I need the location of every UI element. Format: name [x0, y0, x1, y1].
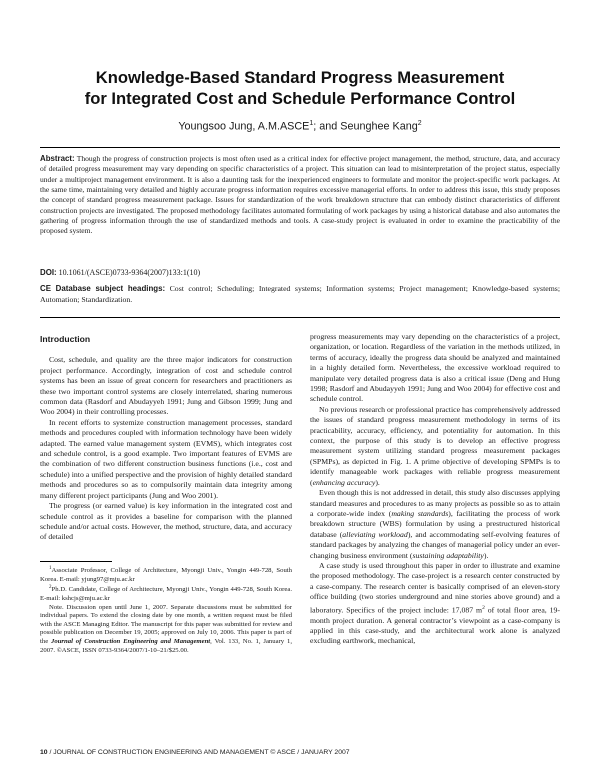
- footnote-1-mark: 1: [49, 565, 52, 571]
- footnote-2-text: Ph.D. Candidate, College of Architecture, Myongji Univ., Yongin 449-728, South Korea. E-mail: kshcjs@mju.ac.kr: [40, 586, 292, 602]
- right-column: [310, 332, 560, 647]
- body-paragraph: No previous research or professional practice has comprehensively addressed the issues of standard progress measurement methodology in terms of its practicability, accuracy, efficiency, and potentiality for automation. In this context, the purpose of this study is to develop an effective progress measurement system utilizing standard progress measurement packages (SPMPs), as depicted in Fig. 1. A prime objective of developing SPMPs is to identify manageable work packages with reliable progress measurement (enhancing accuracy).: [310, 404, 560, 487]
- paper-title-line1: Knowledge-Based Standard Progress Measurement: [95, 68, 505, 87]
- section-heading-introduction: Introduction: [40, 334, 91, 344]
- page-number: 10: [40, 749, 48, 756]
- body-paragraph: In recent efforts to systemize construction management processes, standard methods and procedures coupled with information technology have been widely adapted. The earned value management system (EVMS), which integrates cost and schedule control, is a good example. Two important features of EVMS are the combination of two different construction business functions (i.e., cost and schedule) into a unified perspective and the provision of highly detailed standard methods and procedures so as to compulsorily maintain data integrity among many different project participants (Jung and Woo 2001).: [40, 417, 292, 500]
- doi-label: DOI:: [40, 268, 57, 277]
- body-paragraph: Cost, schedule, and quality are the three major indicators for construction project performance. Accordingly, integration of cost and schedule control systems has been an issue of great concern for researchers and practitioners as these two important control systems are closely interrelated, sharing numerous common data (Rasdorf and Abudayyeh 1991; Jung and Gibson 1999; Jung and Woo 2004) in their controlling processes.: [40, 355, 292, 417]
- footnote-1-text: Associate Professor, College of Architecture, Myongji Univ., Yongin 449-728, South Korea. E-mail: yjung97@mju.ac.kr: [40, 566, 292, 583]
- doi: [40, 268, 560, 277]
- doi-value: 10.1061/(ASCE)0733-9364(2007)133:1(10): [58, 268, 201, 277]
- body-paragraph: Even though this is not addressed in detail, this study also discusses applying standard measures and procedures to as many projects as possible so as to attain a corporate-wide index (making standards), facilitating the process of work breakdown structure (WBS) formulation by using a prestructured historical database (alleviating workload), and accommodating self-evolving features of standard packages by analyzing the changes of managerial policy under an ever-changing business environment (sustaining adaptability).: [310, 488, 561, 560]
- footnote-2-mark: 2: [49, 585, 52, 591]
- paper-title: [0, 67, 600, 109]
- running-footer: / JOURNAL OF CONSTRUCTION ENGINEERING AND MANAGEMENT © ASCE / JANUARY 2007: [47, 749, 350, 756]
- body-paragraph: A case study is used throughout this paper in order to illustrate and examine the proposed methodology. The case-project is a research center constructed by a case-company. The research center is basically comprised of an eleven-story office building (two stories underground and nine stories above ground) and a laboratory. Specifics of the project include: 17,087 $m^2$ of total floor area, 19-month project duration. A general contractor’s viewpoint as a case-company is applied in this case-study, and the architectural work alone is analyzed excluding earthwork, mechanical,: [310, 560, 560, 646]
- body-paragraph: The progress (or earned value) is key information in the integrated cost and schedule control as it provides a baseline for comparison with the planned schedule and/or actual costs. However, the method, structure, data, and accuracy of detailed: [40, 501, 292, 542]
- author-1-affiliation-mark: 1: [309, 120, 314, 127]
- abstract-text: Though the progress of construction projects is most often used as a critical index for effective project management, the method, structure, data, and accuracy of detailed progress measurement may vary depending on specific characteristics of a project. This situation can lead to misinterpretation of the project status, especially under a multiproject management environment. It is also a daunting task for the inexperienced engineers to formulate and monitor the project-specific work packages. At the same time, maintaining very detailed and highly accurate progress information requires excessive managerial efforts. In order to address this issue, this study proposes the concept of standard progress measurement package. Issues for standardization of the work breakdown structure that can embody distinct characteristics of different construction projects are investigated. The proposed methodology facilitates automated formulating of work packages by using a historical database and also automates the gathering of progress information through the use of standardized methods and tools. A case-study project is evaluated in order to examine the practicability of the proposed system.: [40, 154, 560, 236]
- emphasis: enhancing accuracy: [312, 477, 376, 487]
- publication-note-text: Note. Discussion open until June 1, 2007. Separate discussions must be submitted for individual papers. To extend the closing date by one month, a written request must be filed with the ASCE Managing Editor. The manuscript for this paper was submitted for review and possible publication on December 19, 2005; approved on July 10, 2006. This paper is part of the: [40, 603, 292, 645]
- publication-note: [40, 604, 292, 656]
- emphasis: making standards: [391, 508, 449, 518]
- author-1: Youngsoo Jung, A.M.ASCE: [178, 120, 310, 133]
- emphasis: sustaining adaptability: [412, 550, 484, 560]
- footnote-1: [40, 565, 292, 584]
- abstract-label: Abstract:: [40, 154, 75, 163]
- left-column: [40, 332, 292, 655]
- page-footer: [40, 749, 560, 756]
- header-divider: [40, 317, 560, 318]
- subject-headings-text: Cost control; Scheduling; Integrated systems; Information systems; Project management; Knowledge-based systems; Automation; Standardization.: [40, 284, 560, 304]
- publication-note-details: , Vol. 133, No. 1, January 1, 2007. ©ASCE, ISSN 0733-9364/2007/1-10–21/$25.00.: [40, 637, 292, 654]
- journal-name: Journal of Construction Engineering and Management: [51, 637, 211, 645]
- body-paragraph: progress measurements may vary depending on the characteristics of a project, organization, or location. Regardless of the variation in the methods utilized, in terms of accuracy, ideally the progress data should be analyzed and maintained in a highly detailed form. Nevertheless, the excessive workload required to manipulate very detailed progress data is also a critical issue (Deng and Hung 1998; Rasdorf and Abudayyeh 1991; Jung and Woo 2004) for effective cost and schedule control.: [310, 332, 560, 404]
- footnotes: [40, 565, 292, 655]
- superscript: 2: [482, 604, 485, 611]
- subject-headings: [40, 284, 560, 305]
- author-2-affiliation-mark: 2: [417, 120, 422, 127]
- subject-headings-label: CE Database subject headings:: [40, 284, 166, 293]
- top-divider: [40, 147, 560, 148]
- abstract: [40, 154, 560, 237]
- footnote-divider: [40, 561, 112, 562]
- footnote-2: [40, 584, 292, 603]
- emphasis: alleviating workload: [342, 529, 408, 539]
- paper-title-line2: for Integrated Cost and Schedule Performance Control: [84, 89, 516, 108]
- author-line: [0, 120, 600, 133]
- author-separator: ; and Seunghee Kang: [313, 120, 418, 133]
